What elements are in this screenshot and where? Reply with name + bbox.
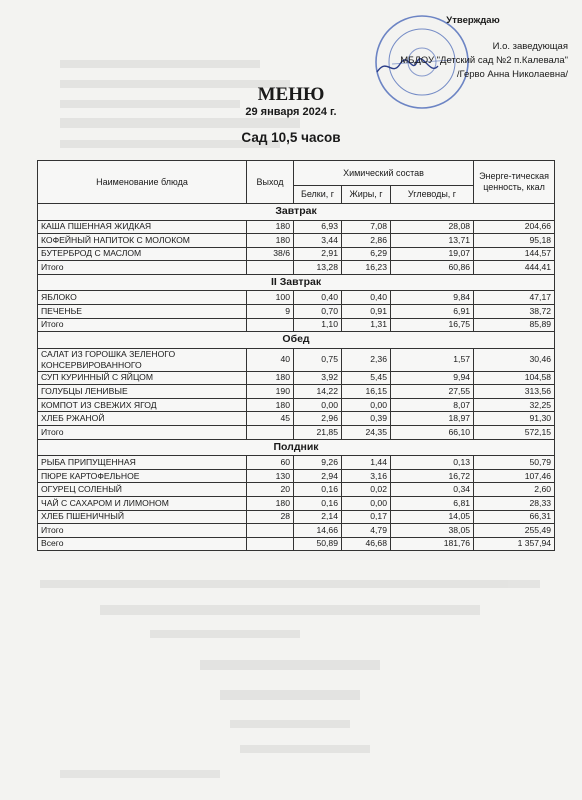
grand-total-row xyxy=(38,537,555,551)
table-row xyxy=(38,371,555,385)
grand-total-label: Всего xyxy=(38,537,247,551)
total-output xyxy=(247,318,294,332)
dish-output: 38/6 xyxy=(247,247,294,261)
dish-carbs: 18,97 xyxy=(391,412,474,426)
dish-protein: 3,44 xyxy=(294,234,342,248)
header-energy: Энерге-тическая ценность, ккал xyxy=(474,161,555,204)
section-title: Полдник xyxy=(38,439,555,456)
total-carbs: 16,75 xyxy=(391,318,474,332)
section-title: Завтрак xyxy=(38,204,555,221)
dish-fat: 0,40 xyxy=(342,291,391,305)
dish-carbs: 9,94 xyxy=(391,371,474,385)
dish-name: РЫБА ПРИПУЩЕННАЯ xyxy=(38,456,247,470)
dish-protein: 2,91 xyxy=(294,247,342,261)
dish-output: 100 xyxy=(247,291,294,305)
menu-subtitle: Сад 10,5 часов xyxy=(241,130,341,145)
dish-fat: 0,39 xyxy=(342,412,391,426)
dish-output: 40 xyxy=(247,348,294,371)
section-header xyxy=(38,439,555,456)
dish-output: 180 xyxy=(247,371,294,385)
total-row xyxy=(38,261,555,275)
grand-total-fat: 46,68 xyxy=(342,537,391,551)
total-carbs: 38,05 xyxy=(391,524,474,538)
dish-output: 60 xyxy=(247,456,294,470)
header-carbs: Углеводы, г xyxy=(391,186,474,204)
dish-protein: 0,00 xyxy=(294,398,342,412)
total-output xyxy=(247,524,294,538)
dish-carbs: 8,07 xyxy=(391,398,474,412)
dish-fat: 0,00 xyxy=(342,398,391,412)
total-energy: 85,89 xyxy=(474,318,555,332)
dish-energy: 107,46 xyxy=(474,469,555,483)
grand-total-output xyxy=(247,537,294,551)
dish-energy: 66,31 xyxy=(474,510,555,524)
total-protein: 1,10 xyxy=(294,318,342,332)
dish-carbs: 6,91 xyxy=(391,304,474,318)
grand-total-carbs: 181,76 xyxy=(391,537,474,551)
dish-protein: 3,92 xyxy=(294,371,342,385)
dish-protein: 0,70 xyxy=(294,304,342,318)
approval-signatory: /Герво Анна Николаевна/ xyxy=(456,69,568,80)
dish-energy: 313,56 xyxy=(474,385,555,399)
total-output xyxy=(247,261,294,275)
dish-name: ПЕЧЕНЬЕ xyxy=(38,304,247,318)
dish-energy: 204,66 xyxy=(474,220,555,234)
dish-carbs: 0,13 xyxy=(391,456,474,470)
header-output: Выход xyxy=(247,161,294,204)
total-fat: 24,35 xyxy=(342,426,391,440)
dish-protein: 6,93 xyxy=(294,220,342,234)
dish-name: КОМПОТ ИЗ СВЕЖИХ ЯГОД xyxy=(38,398,247,412)
total-label: Итого xyxy=(38,524,247,538)
dish-name: САЛАТ ИЗ ГОРОШКА ЗЕЛЕНОГО КОНСЕРВИРОВАННОГО xyxy=(38,348,247,371)
dish-protein: 2,14 xyxy=(294,510,342,524)
dish-output: 45 xyxy=(247,412,294,426)
grand-total-protein: 50,89 xyxy=(294,537,342,551)
table-row xyxy=(38,304,555,318)
section-title: II Завтрак xyxy=(38,274,555,291)
section-title: Обед xyxy=(38,332,555,349)
page-title: МЕНЮ xyxy=(257,84,325,105)
dish-output: 9 xyxy=(247,304,294,318)
total-row xyxy=(38,426,555,440)
dish-output: 28 xyxy=(247,510,294,524)
section-header xyxy=(38,204,555,221)
total-row xyxy=(38,318,555,332)
total-protein: 13,28 xyxy=(294,261,342,275)
dish-output: 190 xyxy=(247,385,294,399)
menu-body xyxy=(38,204,555,551)
approval-position: И.о. заведующая xyxy=(492,41,568,52)
table-row xyxy=(38,398,555,412)
dish-output: 180 xyxy=(247,234,294,248)
dish-protein: 9,26 xyxy=(294,456,342,470)
dish-name: ПЮРЕ КАРТОФЕЛЬНОЕ xyxy=(38,469,247,483)
total-fat: 4,79 xyxy=(342,524,391,538)
dish-output: 180 xyxy=(247,220,294,234)
dish-fat: 1,44 xyxy=(342,456,391,470)
header-name: Наименование блюда xyxy=(38,161,247,204)
dish-energy: 30,46 xyxy=(474,348,555,371)
header-chem: Химический состав xyxy=(294,161,474,186)
dish-energy: 2,60 xyxy=(474,483,555,497)
dish-fat: 2,36 xyxy=(342,348,391,371)
total-label: Итого xyxy=(38,261,247,275)
dish-output: 180 xyxy=(247,496,294,510)
menu-table xyxy=(37,160,555,551)
table-row xyxy=(38,510,555,524)
approval-title: Утверждаю xyxy=(446,15,500,26)
dish-energy: 32,25 xyxy=(474,398,555,412)
dish-energy: 144,57 xyxy=(474,247,555,261)
dish-name: ХЛЕБ РЖАНОЙ xyxy=(38,412,247,426)
total-fat: 16,23 xyxy=(342,261,391,275)
total-protein: 21,85 xyxy=(294,426,342,440)
section-header xyxy=(38,274,555,291)
dish-name: СУП КУРИННЫЙ С ЯЙЦОМ xyxy=(38,371,247,385)
dish-energy: 50,79 xyxy=(474,456,555,470)
total-energy: 572,15 xyxy=(474,426,555,440)
dish-carbs: 14,05 xyxy=(391,510,474,524)
dish-name: ЯБЛОКО xyxy=(38,291,247,305)
dish-name: ХЛЕБ ПШЕНИЧНЫЙ xyxy=(38,510,247,524)
dish-fat: 0,00 xyxy=(342,496,391,510)
dish-fat: 6,29 xyxy=(342,247,391,261)
dish-name: ОГУРЕЦ СОЛЕНЫЙ xyxy=(38,483,247,497)
total-row xyxy=(38,524,555,538)
dish-fat: 7,08 xyxy=(342,220,391,234)
table-row xyxy=(38,483,555,497)
dish-energy: 47,17 xyxy=(474,291,555,305)
total-output xyxy=(247,426,294,440)
table-row xyxy=(38,220,555,234)
dish-protein: 0,75 xyxy=(294,348,342,371)
table-row xyxy=(38,348,555,371)
dish-fat: 5,45 xyxy=(342,371,391,385)
dish-carbs: 6,81 xyxy=(391,496,474,510)
approval-block xyxy=(338,14,568,82)
dish-carbs: 19,07 xyxy=(391,247,474,261)
dish-carbs: 0,34 xyxy=(391,483,474,497)
dish-protein: 0,16 xyxy=(294,496,342,510)
dish-energy: 91,30 xyxy=(474,412,555,426)
grand-total-energy: 1 357,94 xyxy=(474,537,555,551)
table-row xyxy=(38,469,555,483)
dish-energy: 104,58 xyxy=(474,371,555,385)
dish-protein: 2,96 xyxy=(294,412,342,426)
dish-carbs: 27,55 xyxy=(391,385,474,399)
dish-name: ГОЛУБЦЫ ЛЕНИВЫЕ xyxy=(38,385,247,399)
total-fat: 1,31 xyxy=(342,318,391,332)
dish-energy: 95,18 xyxy=(474,234,555,248)
dish-name: БУТЕРБРОД С МАСЛОМ xyxy=(38,247,247,261)
section-header xyxy=(38,332,555,349)
total-label: Итого xyxy=(38,318,247,332)
dish-output: 130 xyxy=(247,469,294,483)
approval-org: МБДОУ "Детский сад №2 п.Калевала" xyxy=(400,55,568,66)
dish-name: КОФЕЙНЫЙ НАПИТОК С МОЛОКОМ xyxy=(38,234,247,248)
dish-fat: 3,16 xyxy=(342,469,391,483)
total-carbs: 60,86 xyxy=(391,261,474,275)
dish-fat: 0,91 xyxy=(342,304,391,318)
dish-carbs: 28,08 xyxy=(391,220,474,234)
dish-name: КАША ПШЕННАЯ ЖИДКАЯ xyxy=(38,220,247,234)
table-row xyxy=(38,496,555,510)
dish-carbs: 9,84 xyxy=(391,291,474,305)
dish-carbs: 16,72 xyxy=(391,469,474,483)
dish-fat: 2,86 xyxy=(342,234,391,248)
dish-carbs: 13,71 xyxy=(391,234,474,248)
total-energy: 255,49 xyxy=(474,524,555,538)
dish-protein: 0,16 xyxy=(294,483,342,497)
dish-name: ЧАЙ С САХАРОМ И ЛИМОНОМ xyxy=(38,496,247,510)
dish-fat: 0,17 xyxy=(342,510,391,524)
menu-date: 29 января 2024 г. xyxy=(245,106,337,118)
dish-fat: 0,02 xyxy=(342,483,391,497)
dish-energy: 28,33 xyxy=(474,496,555,510)
table-row xyxy=(38,247,555,261)
dish-protein: 14,22 xyxy=(294,385,342,399)
dish-protein: 2,94 xyxy=(294,469,342,483)
dish-carbs: 1,57 xyxy=(391,348,474,371)
table-row xyxy=(38,291,555,305)
table-row xyxy=(38,385,555,399)
total-label: Итого xyxy=(38,426,247,440)
dish-energy: 38,72 xyxy=(474,304,555,318)
total-energy: 444,41 xyxy=(474,261,555,275)
total-carbs: 66,10 xyxy=(391,426,474,440)
table-row xyxy=(38,456,555,470)
table-row xyxy=(38,412,555,426)
header-fat: Жиры, г xyxy=(342,186,391,204)
dish-output: 20 xyxy=(247,483,294,497)
dish-fat: 16,15 xyxy=(342,385,391,399)
dish-output: 180 xyxy=(247,398,294,412)
table-row xyxy=(38,234,555,248)
total-protein: 14,66 xyxy=(294,524,342,538)
dish-protein: 0,40 xyxy=(294,291,342,305)
header-protein: Белки, г xyxy=(294,186,342,204)
